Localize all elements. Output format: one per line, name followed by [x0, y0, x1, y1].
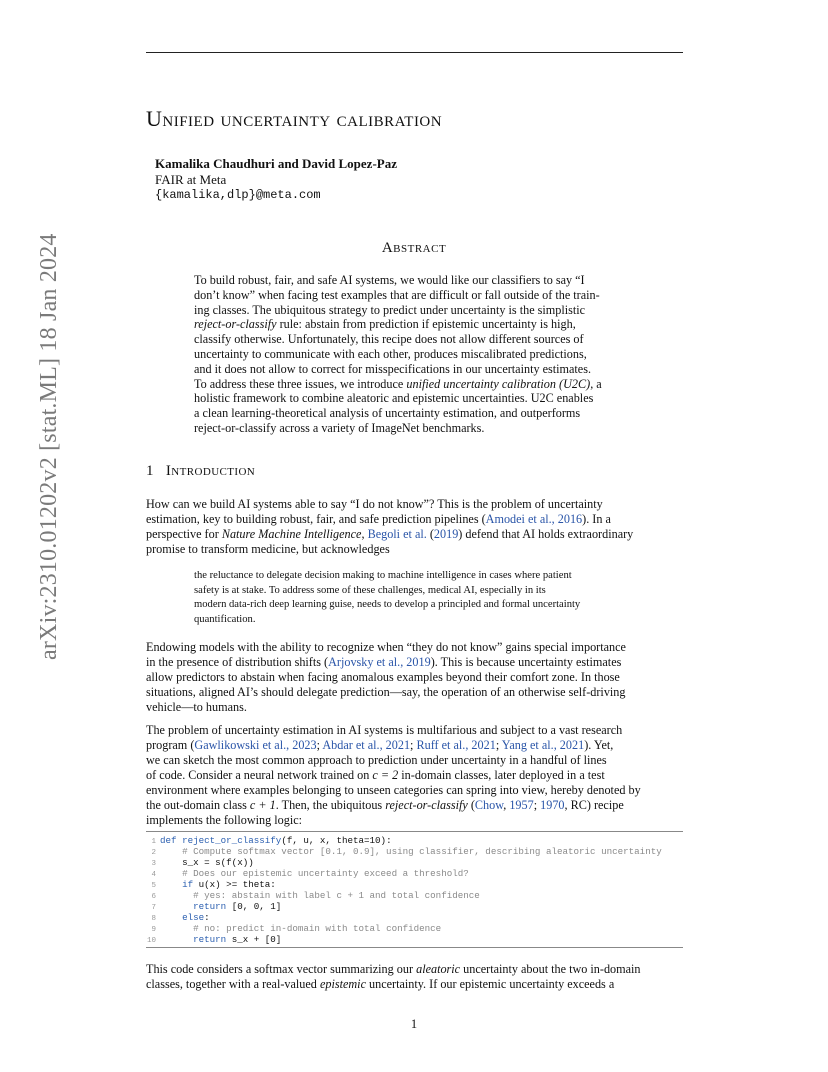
emphasis: reject-or-classify [385, 798, 468, 812]
line-number: 9 [151, 926, 156, 934]
emphasis: unified uncertainty calibration (U2C) [406, 376, 591, 391]
abstract-line [194, 377, 636, 392]
line-number: 4 [151, 871, 156, 879]
intro-paragraph-1 [146, 497, 683, 557]
code-text: u(x) >= theta: [198, 879, 276, 890]
separator: ; [495, 738, 502, 752]
text-run: ). In a [582, 512, 611, 526]
math-expression: c = 2 [372, 768, 399, 782]
text-line: implements the following logic: [146, 813, 303, 827]
arxiv-identifier: arXiv:2310.01202v2 [stat.ML] 18 Jan 2024 [36, 233, 62, 660]
abstract-line: holistic framework to combine aleatoric and epistemic uncertainties. U2C enables [194, 391, 594, 406]
separator: ; [316, 738, 323, 752]
abstract-line: ing classes. The ubiquitous strategy to predict under uncertainty is the simplistic [194, 302, 586, 317]
emphasis: epistemic [319, 977, 366, 991]
code-comment: # yes: abstain with label c + 1 and total confidence [193, 890, 480, 901]
author-email: {kamalika,dlp}@meta.com [155, 188, 321, 202]
text-run: of code. Consider a neural network trained on [146, 768, 373, 782]
abstract-line: and it does not allow to correct for misspecifications in our uncertainty estimates. [194, 361, 591, 376]
code-line [146, 912, 210, 923]
code-text: s_x + [0] [231, 934, 282, 945]
code-line [146, 835, 392, 846]
text-run: ). This is because uncertainty estimates [430, 655, 622, 669]
code-line [146, 934, 281, 945]
abstract-line: classify otherwise. Unfortunately, this recipe does not allow different sources of [194, 332, 584, 347]
citation-link[interactable]: Arjovsky et al., 2019 [328, 655, 431, 669]
code-line [146, 923, 441, 934]
section-number: 1 [146, 463, 154, 479]
text-line [146, 962, 683, 977]
code-comment: # Compute softmax vector [0.1, 0.9], using classifier, describing aleatoric uncertainty [182, 846, 662, 857]
text-run: classes, together with a real-valued [146, 977, 320, 991]
text-line [146, 738, 683, 753]
code-comment: # Does our epistemic uncertainty exceed a threshold? [182, 868, 469, 879]
text-line: environment where examples belonging to unseen categories can spring into view, hereby denoted by [146, 783, 641, 797]
text-run: in-domain classes, later deployed in a test [398, 768, 605, 782]
paper-title: Unified uncertainty calibration [146, 106, 443, 131]
emphasis: aleatoric [416, 962, 461, 976]
text-line [146, 527, 683, 542]
abstract-body [194, 273, 636, 436]
text-run: . Then, the ubiquitous [275, 798, 386, 812]
code-line [146, 901, 281, 912]
code-function-name: reject_or_classify [182, 835, 282, 846]
text-run: estimation, key to building robust, fair, and safe prediction pipelines ( [146, 512, 486, 526]
math-expression: c + 1 [249, 798, 276, 812]
code-line [146, 857, 254, 868]
code-listing [146, 831, 683, 948]
code-comment: # no: predict in-domain with total confidence [193, 923, 442, 934]
text-run: ). Yet, [584, 738, 614, 752]
code-keyword: def [160, 835, 183, 846]
code-keyword: return [193, 901, 232, 912]
code-text: s_x = s(f(x)) [182, 857, 254, 868]
abstract-line: don’t know” when facing test examples that are difficult or fall outside of the train- [194, 287, 600, 302]
page-number: 1 [410, 1017, 418, 1031]
abstract-line: uncertainty to communicate with each other, produces miscalibrated predictions, [194, 346, 587, 361]
line-number: 6 [151, 893, 156, 901]
intro-paragraph-4 [146, 962, 683, 992]
text-run: ( [426, 527, 434, 541]
section-heading [146, 463, 255, 480]
code-line [146, 846, 662, 857]
text-line: allow predictors to abstain when facing anomalous examples beyond their comfort zone. In those [146, 670, 620, 684]
text-run: ) defend that AI holds extraordinary [458, 527, 634, 541]
quote-line: quantification. [194, 613, 256, 625]
code-text: : [204, 912, 210, 923]
line-number: 1 [151, 838, 156, 846]
text-line: How can we build AI systems able to say “I do not know”? This is the problem of uncertainty [146, 497, 603, 511]
code-text: (f, u, x, theta=10): [281, 835, 392, 846]
text-line [146, 798, 683, 813]
citation-link[interactable]: Yang et al., 2021 [501, 738, 585, 752]
text-line [146, 655, 683, 670]
text-run: , [361, 527, 368, 541]
section-title: Introduction [165, 463, 256, 479]
citation-link[interactable]: Gawlikowski et al., 2023 [194, 738, 317, 752]
text-run: , RC) recipe [564, 798, 624, 812]
code-keyword: return [193, 934, 232, 945]
text-run: This code considers a softmax vector summarizing our [146, 962, 417, 976]
quote-line: the reluctance to delegate decision making to machine intelligence in cases where patient [194, 570, 572, 581]
separator: ; [410, 738, 417, 752]
text-line [146, 768, 683, 783]
code-line [146, 890, 480, 901]
quote-line: modern data-rich deep learning guise, needs to develop a principled and formal uncertainty [194, 599, 581, 610]
text-run: rule: abstain from prediction if epistemic uncertainty is high, [276, 317, 576, 332]
text-line: Endowing models with the ability to recognize when “they do not know” gains special importance [146, 640, 626, 654]
line-number: 10 [146, 937, 156, 945]
text-run: To address these three issues, we introduce [194, 376, 407, 391]
text-line: situations, aligned AI’s should delegate prediction—say, the operation of an otherwise self-driving [146, 685, 626, 699]
line-number: 5 [151, 882, 156, 890]
text-run: , a [590, 376, 602, 391]
top-rule [146, 52, 683, 53]
text-line: we can sketch the most common approach to prediction under uncertainty in a handful of lines [146, 753, 607, 767]
text-line: The problem of uncertainty estimation in AI systems is multifarious and subject to a vast research [146, 723, 623, 737]
text-line [146, 977, 683, 992]
abstract-line: a clean learning-theoretical analysis of uncertainty estimation, and outperforms [194, 406, 581, 421]
code-keyword: if [182, 879, 199, 890]
text-run: in the presence of distribution shifts ( [146, 655, 329, 669]
line-number: 7 [151, 904, 156, 912]
citation-link[interactable]: Ruff et al., 2021 [416, 738, 496, 752]
citation-link[interactable]: 1957 [509, 798, 534, 812]
text-line [146, 512, 683, 527]
code-text: [0, 0, 1] [231, 901, 282, 912]
quote-line: safety is at stake. To address some of these challenges, medical AI, especially in its [194, 584, 546, 596]
block-quote [194, 569, 634, 627]
text-run: ; [533, 798, 541, 812]
text-run: ( [467, 798, 475, 812]
citation-link[interactable]: Begoli et al. [367, 527, 427, 541]
line-number: 3 [151, 860, 156, 868]
line-number: 2 [151, 849, 156, 857]
abstract-line: To build robust, fair, and safe AI systems, we would like our classifiers to say “I [194, 273, 585, 287]
abstract-line [194, 317, 636, 332]
code-keyword: else [182, 912, 205, 923]
text-line: promise to transform medicine, but acknowledges [146, 542, 390, 556]
citation-link[interactable]: Abdar et al., 2021 [322, 738, 411, 752]
emphasis: reject-or-classify [194, 317, 277, 332]
text-run: , [503, 798, 510, 812]
abstract-heading: Abstract [381, 240, 447, 256]
code-line [146, 868, 469, 879]
code-line [146, 879, 276, 890]
citation-link[interactable]: 2019 [433, 527, 459, 541]
citation-link[interactable]: 1970 [540, 798, 565, 812]
emphasis: Nature Machine Intelligence [221, 527, 362, 541]
line-number: 8 [151, 915, 156, 923]
citation-link[interactable]: Chow [474, 798, 504, 812]
citation-link[interactable]: Amodei et al., 2016 [485, 512, 583, 526]
intro-paragraph-2 [146, 640, 683, 715]
text-run: perspective for [146, 527, 222, 541]
affiliation: FAIR at Meta [155, 172, 227, 187]
text-run: uncertainty about the two in-domain [460, 962, 641, 976]
text-run: the out-domain class [146, 798, 250, 812]
intro-paragraph-3 [146, 723, 683, 828]
text-line: vehicle—to humans. [146, 700, 247, 714]
authors: Kamalika Chaudhuri and David Lopez-Paz [155, 156, 397, 171]
text-run: uncertainty. If our epistemic uncertainty exceeds a [365, 977, 615, 991]
text-run: program ( [146, 738, 195, 752]
abstract-line: reject-or-classify across a variety of ImageNet benchmarks. [194, 420, 485, 435]
